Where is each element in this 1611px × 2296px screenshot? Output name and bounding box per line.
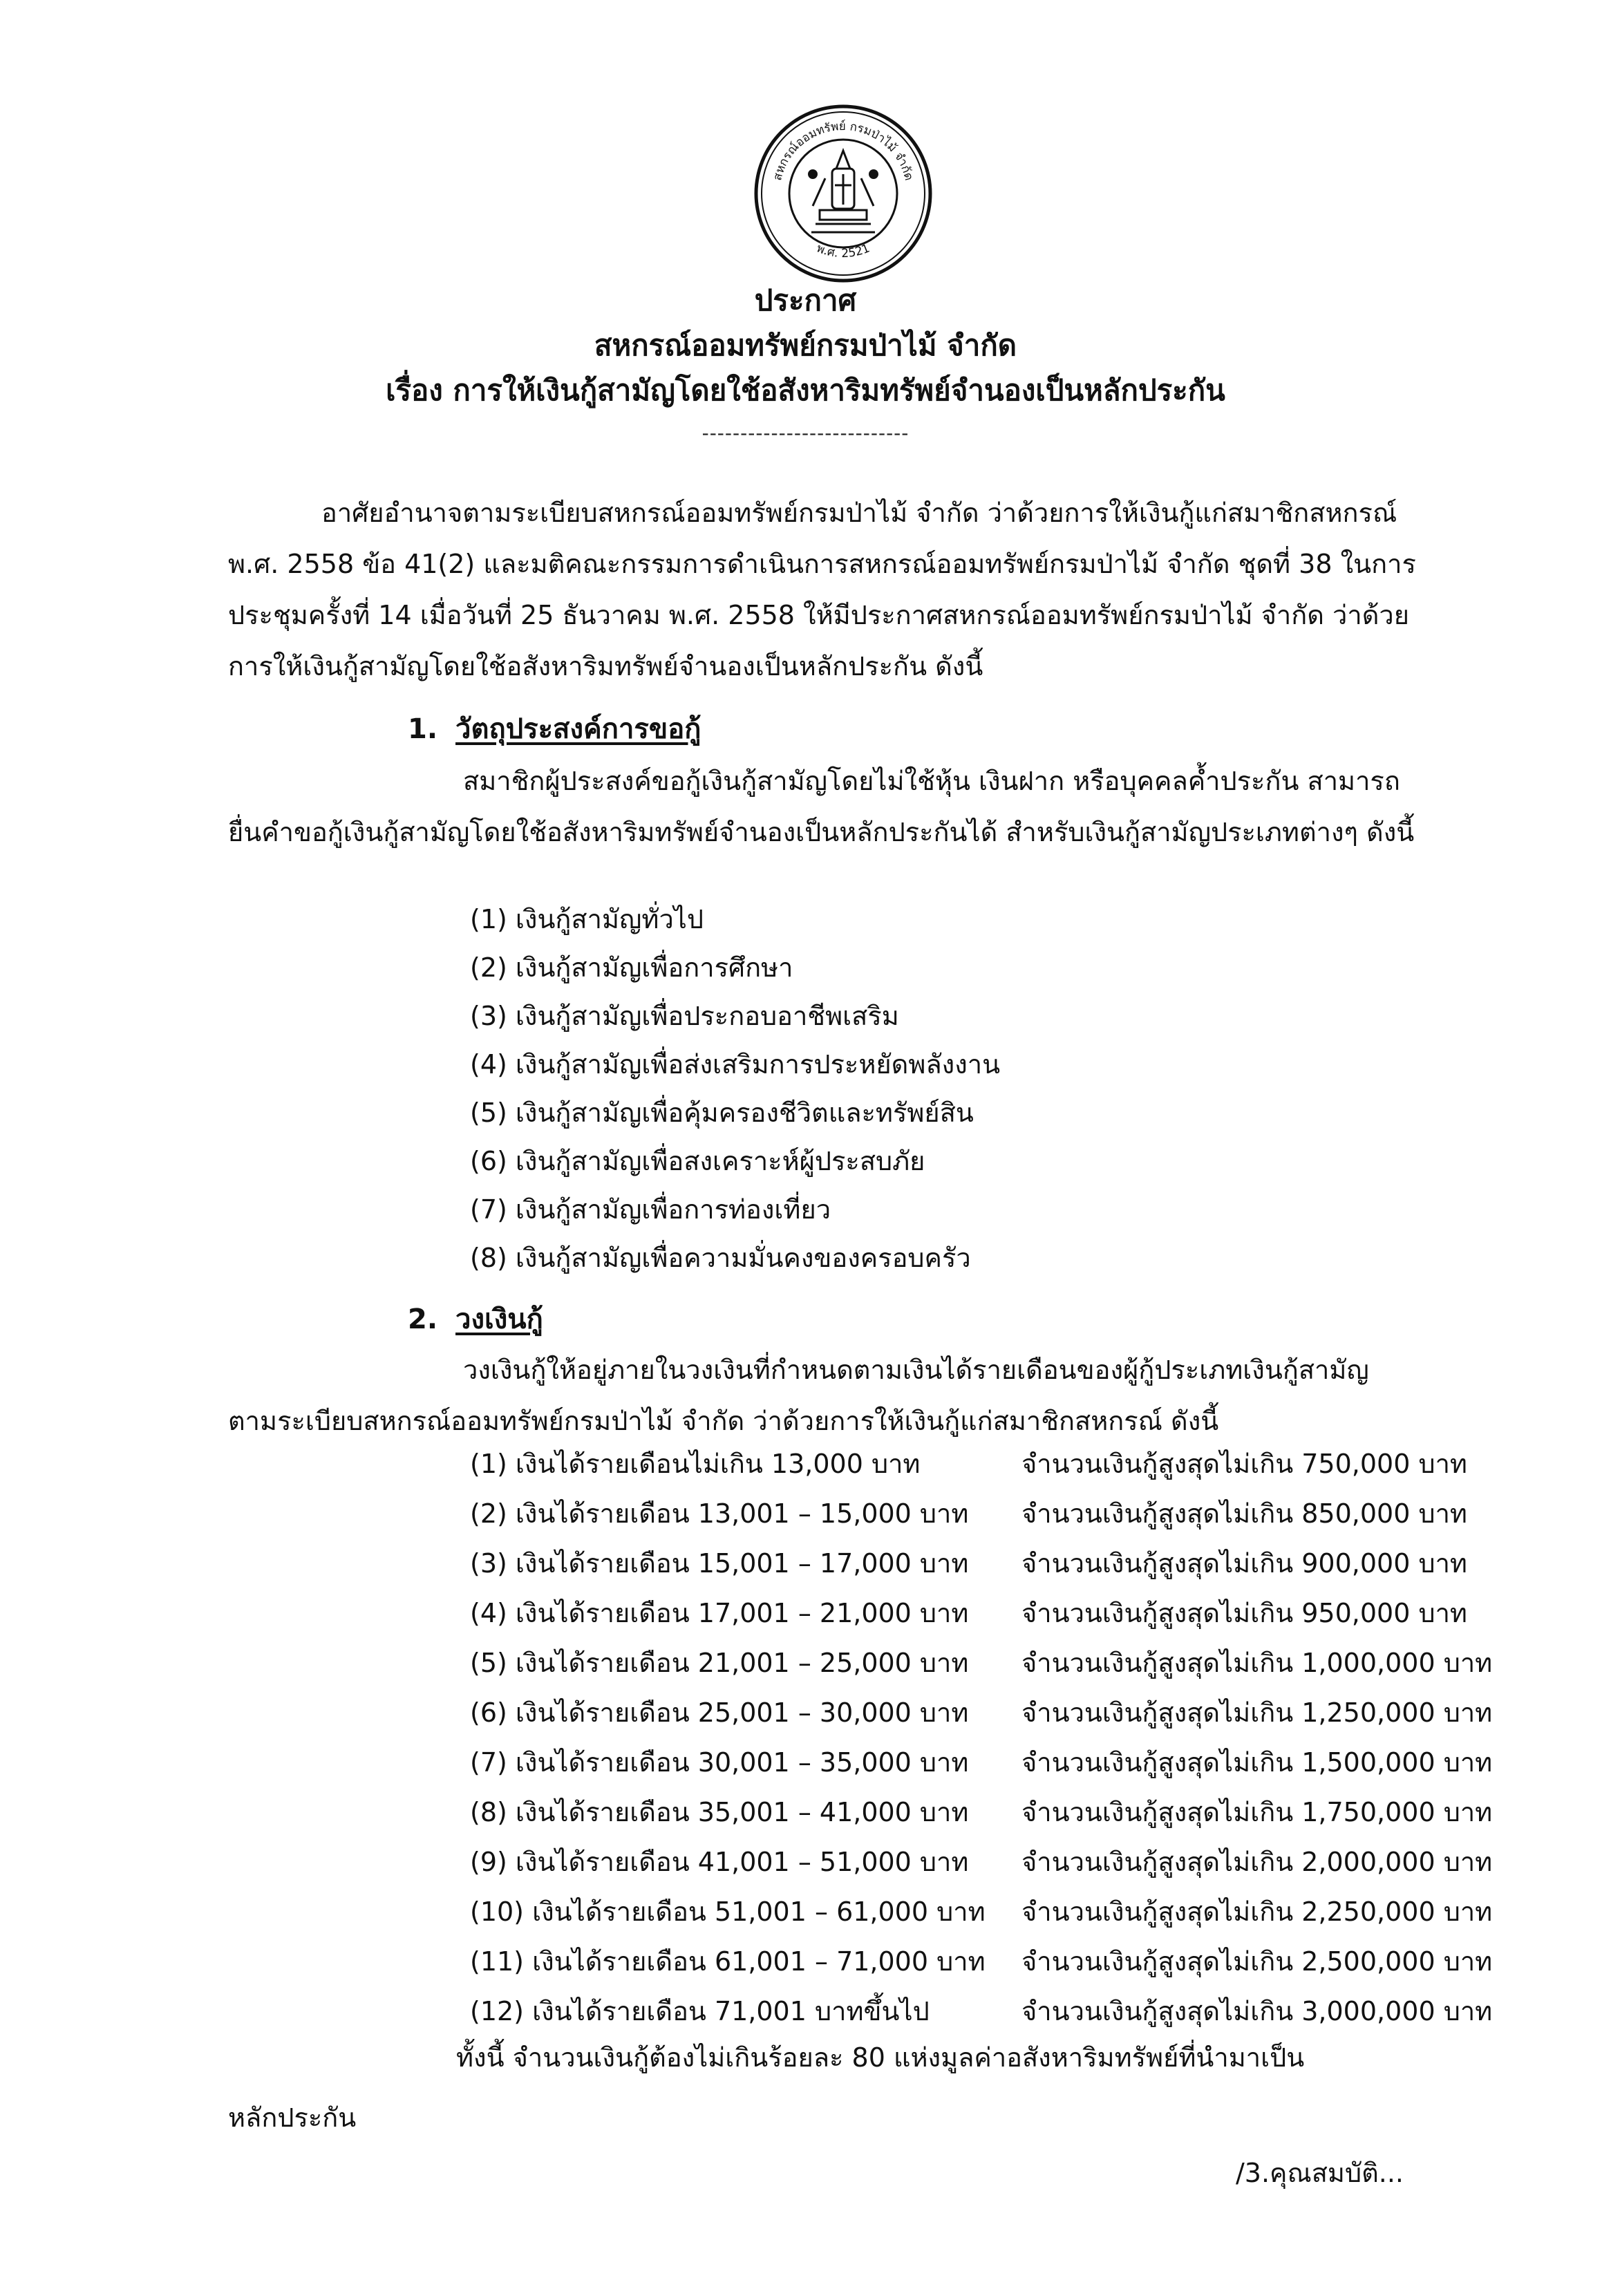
- table-row: [470, 1887, 1507, 1937]
- heading-divider: ---------------------------: [701, 422, 910, 444]
- table-row: [470, 1937, 1507, 1986]
- table-row: [470, 1439, 1507, 1489]
- limit-cell: จำนวนเงินกู้สูงสุดไม่เกิน 900,000 บาท: [1021, 1548, 1467, 1579]
- list-item: (8) เงินกู้สามัญเพื่อความมั่นคงของครอบครัว: [470, 1243, 971, 1273]
- limit-cell: จำนวนเงินกู้สูงสุดไม่เกิน 1,500,000 บาท: [1021, 1747, 1493, 1778]
- limit-cell: จำนวนเงินกู้สูงสุดไม่เกิน 750,000 บาท: [1021, 1449, 1467, 1479]
- seal-top-text: สหกรณ์ออมทรัพย์ กรมป่าไม้ จำกัด: [771, 119, 916, 182]
- income-cell: (4) เงินได้รายเดือน 17,001 – 21,000 บาท: [470, 1598, 969, 1628]
- limit-cell: จำนวนเงินกู้สูงสุดไม่เกิน 1,750,000 บาท: [1021, 1797, 1493, 1827]
- cooperative-seal-logo: [752, 102, 934, 285]
- list-item: (7) เงินกู้สามัญเพื่อการท่องเที่ยว: [470, 1194, 831, 1225]
- section-1-number: 1.: [408, 713, 438, 745]
- income-cell: (12) เงินได้รายเดือน 71,001 บาทขึ้นไป: [470, 1996, 930, 2026]
- section-1-heading: [408, 706, 701, 751]
- section-1-title: วัตถุประสงค์การขอกู้: [455, 713, 701, 745]
- table-row: [470, 1787, 1507, 1837]
- table-row: [470, 1986, 1507, 2036]
- limit-cell: จำนวนเงินกู้สูงสุดไม่เกิน 2,000,000 บาท: [1021, 1847, 1493, 1877]
- section-2-title: วงเงินกู้: [455, 1304, 543, 1335]
- section-2-paragraph: วงเงินกู้ให้อยู่ภายในวงเงินที่กำหนดตามเงินได้รายเดือนของผู้กู้ประเภทเงินกู้สามัญตามระเบียบสหกรณ์ออมทรัพย์กรมป่าไม้ จำกัด ว่าด้วยการให้เงินกู้แก่สมาชิกสหกรณ์ ดังนี้: [228, 1355, 1369, 1436]
- loan-type-list: [470, 895, 1000, 1282]
- list-item: (4) เงินกู้สามัญเพื่อส่งเสริมการประหยัดพลังงาน: [470, 1049, 1001, 1080]
- income-cell: (5) เงินได้รายเดือน 21,001 – 25,000 บาท: [470, 1648, 969, 1678]
- list-item: (6) เงินกู้สามัญเพื่อสงเคราะห์ผู้ประสบภัย: [470, 1146, 925, 1176]
- seal-bottom-text: พ.ศ. 2521: [814, 241, 872, 261]
- income-cell: (1) เงินได้รายเดือนไม่เกิน 13,000 บาท: [470, 1449, 921, 1479]
- announcement-subject: เรื่อง การให้เงินกู้สามัญโดยใช้อสังหาริมทรัพย์จำนองเป็นหลักประกัน: [386, 373, 1225, 407]
- limit-cell: จำนวนเงินกู้สูงสุดไม่เกิน 1,000,000 บาท: [1021, 1648, 1493, 1678]
- collateral-note-continued: หลักประกัน: [228, 2102, 357, 2133]
- list-item: (1) เงินกู้สามัญทั่วไป: [470, 904, 704, 934]
- section-1-paragraph: สมาชิกผู้ประสงค์ขอกู้เงินกู้สามัญโดยไม่ใช้หุ้น เงินฝาก หรือบุคคลค้ำประกัน สามารถยื่นคำขอกู้เงินกู้สามัญโดยใช้อสังหาริมทรัพย์จำนองเป็นหลักประกันได้ สำหรับเงินกู้สามัญประเภทต่างๆ ดังนี้: [228, 766, 1415, 847]
- income-cell: (2) เงินได้รายเดือน 13,001 – 15,000 บาท: [470, 1498, 969, 1529]
- table-row: [470, 1538, 1507, 1588]
- income-cell: (11) เงินได้รายเดือน 61,001 – 71,000 บาท: [470, 1946, 986, 1977]
- announcement-title: ประกาศ: [754, 283, 857, 317]
- income-cell: (3) เงินได้รายเดือน 15,001 – 17,000 บาท: [470, 1548, 969, 1579]
- section-2-heading: [408, 1297, 543, 1341]
- limit-cell: จำนวนเงินกู้สูงสุดไม่เกิน 850,000 บาท: [1021, 1498, 1467, 1529]
- income-cell: (9) เงินได้รายเดือน 41,001 – 51,000 บาท: [470, 1847, 969, 1877]
- list-item: (3) เงินกู้สามัญเพื่อประกอบอาชีพเสริม: [470, 1001, 899, 1031]
- limit-cell: จำนวนเงินกู้สูงสุดไม่เกิน 1,250,000 บาท: [1021, 1697, 1493, 1728]
- table-row: [470, 1638, 1507, 1688]
- list-item: (2) เงินกู้สามัญเพื่อการศึกษา: [470, 952, 793, 983]
- table-row: [470, 1837, 1507, 1887]
- income-cell: (8) เงินได้รายเดือน 35,001 – 41,000 บาท: [470, 1797, 969, 1827]
- limit-cell: จำนวนเงินกู้สูงสุดไม่เกิน 3,000,000 บาท: [1021, 1996, 1493, 2026]
- limit-cell: จำนวนเงินกู้สูงสุดไม่เกิน 2,500,000 บาท: [1021, 1946, 1493, 1977]
- income-cell: (10) เงินได้รายเดือน 51,001 – 61,000 บาท: [470, 1897, 986, 1927]
- table-row: [470, 1489, 1507, 1538]
- limit-cell: จำนวนเงินกู้สูงสุดไม่เกิน 2,250,000 บาท: [1021, 1897, 1493, 1927]
- svg-text:พ.ศ. 2521: [815, 241, 872, 261]
- table-row: [470, 1588, 1507, 1638]
- table-row: [470, 1738, 1507, 1787]
- next-page-reference: /3.คุณสมบัติ...: [1235, 2158, 1404, 2188]
- intro-paragraph: อาศัยอำนาจตามระเบียบสหกรณ์ออมทรัพย์กรมป่าไม้ จำกัด ว่าด้วยการให้เงินกู้แก่สมาชิกสหกรณ์ พ.ศ. 2558 ข้อ 41(2) และมติคณะกรรมการดำเนินการสหกรณ์ออมทรัพย์กรมป่าไม้ จำกัด ชุดที่ 38 ในการประชุมครั้งที่ 14 เมื่อวันที่ 25 ธันวาคม พ.ศ. 2558 ให้มีประกาศสหกรณ์ออมทรัพย์กรมป่าไม้ จำกัด ว่าด้วยการให้เงินกู้สามัญโดยใช้อสังหาริมทรัพย์จำนองเป็นหลักประกัน ดังนี้: [228, 498, 1416, 681]
- collateral-note: ทั้งนี้ จำนวนเงินกู้ต้องไม่เกินร้อยละ 80 แห่งมูลค่าอสังหาริมทรัพย์ที่นำมาเป็น: [456, 2042, 1305, 2073]
- organization-name: สหกรณ์ออมทรัพย์กรมป่าไม้ จำกัด: [594, 328, 1017, 362]
- table-row: [470, 1688, 1507, 1738]
- list-item: (5) เงินกู้สามัญเพื่อคุ้มครองชีวิตและทรัพย์สิน: [470, 1098, 974, 1128]
- income-cell: (7) เงินได้รายเดือน 30,001 – 35,000 บาท: [470, 1747, 969, 1778]
- section-2-number: 2.: [408, 1304, 438, 1335]
- income-cell: (6) เงินได้รายเดือน 25,001 – 30,000 บาท: [470, 1697, 969, 1728]
- limit-cell: จำนวนเงินกู้สูงสุดไม่เกิน 950,000 บาท: [1021, 1598, 1467, 1628]
- loan-limit-table: [470, 1439, 1507, 2036]
